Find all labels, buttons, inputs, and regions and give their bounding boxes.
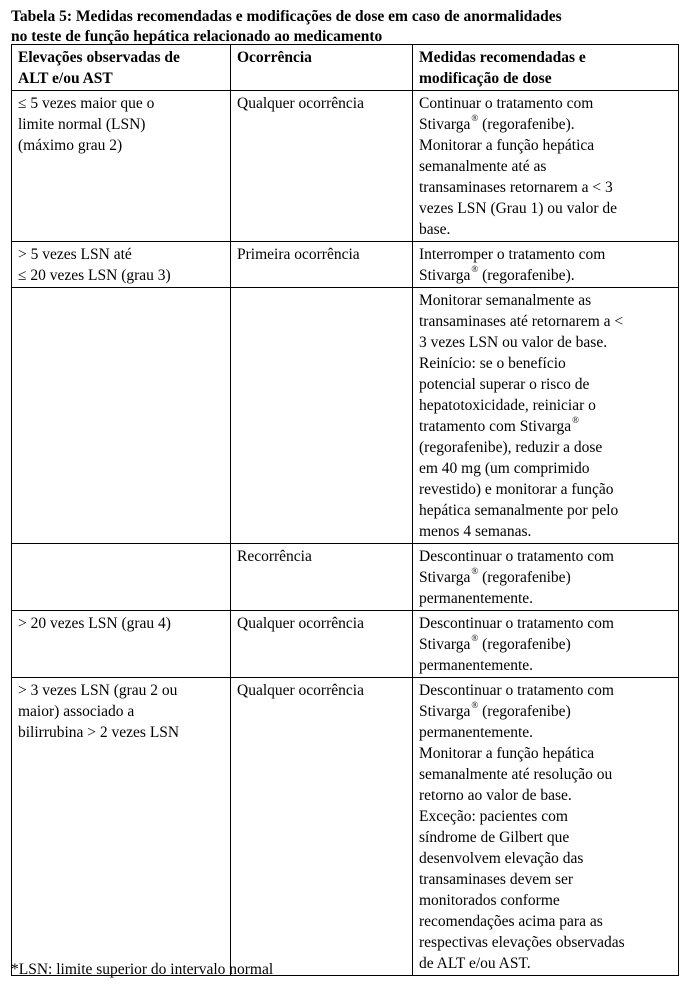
cell-text: revestido) e monitorar a função [419,481,614,498]
cell-text: permanentemente. [419,590,534,607]
cell-text: respectivas elevações observadas [419,934,625,951]
cell-text: 3 vezes LSN ou valor de base. [419,334,608,351]
cell-text-line [419,785,672,806]
cell-text: recomendações acima para as [419,913,603,930]
cell-text-line: ALT e/ou AST [18,70,113,87]
cell-text-line: Qualquer ocorrência [237,682,364,699]
cell-medidas [413,288,679,544]
cell-text-line [419,827,672,848]
cell-ocorrencia [231,242,413,288]
cell-text-line: > 5 vezes LSN até [18,246,132,263]
cell-text-line [419,311,672,332]
cell-text-line [419,244,672,265]
cell-text: Monitorar semanalmente as [419,292,592,309]
cell-text: Monitorar a função hepática [419,745,595,762]
cell-medidas [413,678,679,976]
table-header-row [12,45,679,91]
cell-text-line [419,911,672,932]
cell-text-line: > 3 vezes LSN (grau 2 ou [18,682,178,699]
cell-text-line [419,655,672,676]
cell-text: Interromper o tratamento com [419,246,606,263]
cell-text-line [419,546,672,567]
cell-text-line [419,869,672,890]
cell-text-line [419,932,672,953]
registered-mark: ® [471,632,479,643]
caption-line: Tabela 5: Medidas recomendadas e modificações de dose em caso de anormalidades [11,8,562,25]
cell-medidas [413,242,679,288]
cell-text: síndrome de Gilbert que [419,829,570,846]
cell-text-line [419,764,672,785]
cell-ocorrencia [231,678,413,976]
cell-text: semanalmente até as [419,158,547,175]
cell-text: tratamento com Stivarga [419,418,572,435]
cell-text-line [419,219,672,240]
cell-text: (regorafenibe) [478,636,571,653]
cell-text-line: limite normal (LSN) [18,116,146,133]
registered-mark: ® [572,414,579,425]
cell-text: semanalmente até resolução ou [419,766,613,783]
cell-text-line [419,93,672,114]
cell-text: Stivarga [419,703,471,720]
cell-text: Stivarga [419,569,471,586]
cell-text: Stivarga [419,267,471,284]
cell-medidas [413,544,679,611]
table-row [12,242,679,288]
table-caption [11,7,681,47]
cell-text: monitorados conforme [419,892,560,909]
cell-text-line [419,374,672,395]
footnote: *LSN: limite superior do intervalo normal [11,961,274,978]
cell-text: potencial superar o risco de [419,376,590,393]
cell-text: hepática semanalmente por pelo [419,502,619,519]
cell-text-line [419,114,672,135]
cell-text-line [419,416,672,437]
cell-text: (regorafenibe), reduzir a dose [419,439,603,456]
cell-text: desenvolvem elevação das [419,850,584,867]
table-row [12,544,679,611]
cell-text-line: ≤ 5 vezes maior que o [18,95,155,112]
table-row [12,678,679,976]
cell-text-line [419,395,672,416]
cell-text-line [419,567,672,588]
cell-text-line [419,135,672,156]
header-ocorrencia [231,45,413,91]
cell-text: (regorafenibe). [478,267,575,284]
cell-elevacoes [12,242,231,288]
cell-text-line: Medidas recomendadas e [419,49,586,66]
cell-text: transaminases até retornarem a < [419,313,624,330]
cell-text-line: Elevações observadas de [18,49,180,66]
cell-medidas [413,91,679,242]
cell-text: transaminases devem ser [419,871,574,888]
cell-text: Monitorar a função hepática [419,137,595,154]
table-body [12,91,679,976]
cell-text: permanentemente. [419,724,534,741]
cell-text-line [419,848,672,869]
cell-text-line [419,458,672,479]
cell-text-line [419,806,672,827]
cell-text: Descontinuar o tratamento com [419,615,614,632]
cell-text: de ALT e/ou AST. [419,955,531,972]
cell-ocorrencia [231,91,413,242]
cell-text: (regorafenibe) [478,703,571,720]
cell-text: Stivarga [419,116,471,133]
cell-text: Descontinuar o tratamento com [419,548,614,565]
cell-text-line [419,290,672,311]
cell-elevacoes [12,544,231,611]
table-row [12,288,679,544]
cell-text-line [419,479,672,500]
registered-mark: ® [471,112,479,123]
cell-elevacoes [12,611,231,678]
table-row [12,611,679,678]
caption-line: no teste de função hepática relacionado ao medicamento [11,28,383,45]
cell-text-line [419,156,672,177]
cell-text: permanentemente. [419,657,534,674]
table-row [12,91,679,242]
cell-text: Stivarga [419,636,471,653]
registered-mark: ® [471,699,479,710]
cell-text: (regorafenibe). [478,116,575,133]
cell-text-line: Qualquer ocorrência [237,95,364,112]
cell-text-line [419,353,672,374]
registered-mark: ® [471,565,479,576]
cell-text-line [419,634,672,655]
cell-text: (regorafenibe) [478,569,571,586]
cell-text: Descontinuar o tratamento com [419,682,614,699]
cell-medidas [413,611,679,678]
cell-text-line [419,743,672,764]
cell-text: retorno ao valor de base. [419,787,572,804]
cell-text-line [419,521,672,542]
cell-text-line [419,332,672,353]
cell-elevacoes [12,288,231,544]
cell-text-line [419,588,672,609]
header-medidas [413,45,679,91]
cell-text-line: modificação de dose [419,70,552,87]
registered-mark: ® [471,263,479,274]
cell-ocorrencia [231,611,413,678]
cell-text-line: Primeira ocorrência [237,246,360,263]
cell-text-line [419,701,672,722]
cell-elevacoes [12,678,231,976]
cell-ocorrencia [231,544,413,611]
cell-text: transaminases retornarem a < 3 [419,179,613,196]
cell-text: em 40 mg (um comprimido [419,460,590,477]
cell-text-line [419,890,672,911]
cell-text-line: > 20 vezes LSN (grau 4) [18,615,171,632]
cell-text-line: ≤ 20 vezes LSN (grau 3) [18,267,171,284]
cell-text: Reinício: se o benefício [419,355,566,372]
cell-text-line [419,680,672,701]
cell-text-line [419,198,672,219]
cell-text: Exceção: pacientes com [419,808,568,825]
header-elevacoes [12,45,231,91]
cell-text-line: bilirrubina > 2 vezes LSN [18,724,180,741]
cell-ocorrencia [231,288,413,544]
cell-text: hepatotoxicidade, reiniciar o [419,397,596,414]
dose-modification-table [11,44,679,976]
cell-text: menos 4 semanas. [419,523,532,540]
cell-text: base. [419,221,451,238]
cell-text-line: (máximo grau 2) [18,137,123,154]
cell-text: Continuar o tratamento com [419,95,594,112]
cell-text-line [419,722,672,743]
cell-text-line: Qualquer ocorrência [237,615,364,632]
cell-text-line [419,437,672,458]
cell-text-line [419,953,672,974]
cell-text-line [419,265,672,286]
cell-elevacoes [12,91,231,242]
cell-text-line: maior) associado a [18,703,135,720]
cell-text: vezes LSN (Grau 1) ou valor de [419,200,617,217]
cell-text-line: Ocorrência [237,49,312,66]
cell-text-line [419,613,672,634]
cell-text-line [419,500,672,521]
cell-text-line: Recorrência [237,548,312,565]
cell-text-line [419,177,672,198]
